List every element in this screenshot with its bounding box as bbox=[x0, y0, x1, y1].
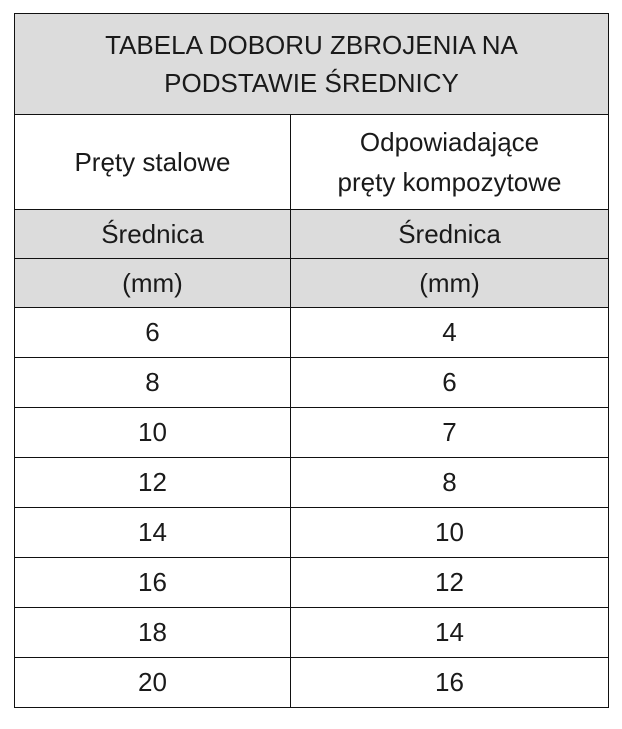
table-row bbox=[15, 408, 609, 458]
steel-diameter-cell: 16 bbox=[15, 558, 291, 608]
rebar-diameter-table bbox=[14, 13, 609, 708]
composite-bars-header-line-2: pręty kompozytowe bbox=[337, 167, 562, 197]
steel-bars-header: Pręty stalowe bbox=[15, 115, 291, 210]
column-header-row bbox=[15, 115, 609, 210]
steel-unit: (mm) bbox=[15, 259, 291, 308]
composite-diameter-cell: 4 bbox=[291, 308, 609, 358]
table-row bbox=[15, 608, 609, 658]
table-row bbox=[15, 658, 609, 708]
steel-diameter-cell: 12 bbox=[15, 458, 291, 508]
table-row bbox=[15, 508, 609, 558]
table-title-line-2: PODSTAWIE ŚREDNICY bbox=[164, 68, 459, 98]
composite-diameter-cell: 10 bbox=[291, 508, 609, 558]
composite-diameter-subheader: Średnica bbox=[291, 210, 609, 259]
subheader-row bbox=[15, 210, 609, 259]
composite-diameter-cell: 6 bbox=[291, 358, 609, 408]
composite-diameter-cell: 8 bbox=[291, 458, 609, 508]
composite-diameter-cell: 16 bbox=[291, 658, 609, 708]
composite-unit: (mm) bbox=[291, 259, 609, 308]
table-title bbox=[15, 14, 609, 115]
composite-bars-header-line-1: Odpowiadające bbox=[359, 127, 540, 157]
composite-diameter-cell: 7 bbox=[291, 408, 609, 458]
composite-diameter-cell: 12 bbox=[291, 558, 609, 608]
unit-row bbox=[15, 259, 609, 308]
table-row bbox=[15, 308, 609, 358]
steel-diameter-cell: 10 bbox=[15, 408, 291, 458]
steel-diameter-cell: 8 bbox=[15, 358, 291, 408]
steel-diameter-cell: 14 bbox=[15, 508, 291, 558]
composite-bars-header bbox=[291, 115, 609, 210]
steel-diameter-cell: 6 bbox=[15, 308, 291, 358]
steel-diameter-cell: 18 bbox=[15, 608, 291, 658]
table-title-row bbox=[15, 14, 609, 115]
steel-diameter-cell: 20 bbox=[15, 658, 291, 708]
composite-diameter-cell: 14 bbox=[291, 608, 609, 658]
table-row bbox=[15, 358, 609, 408]
table-title-line-1: TABELA DOBORU ZBROJENIA NA bbox=[105, 30, 518, 60]
table-row bbox=[15, 558, 609, 608]
steel-diameter-subheader: Średnica bbox=[15, 210, 291, 259]
table-row bbox=[15, 458, 609, 508]
